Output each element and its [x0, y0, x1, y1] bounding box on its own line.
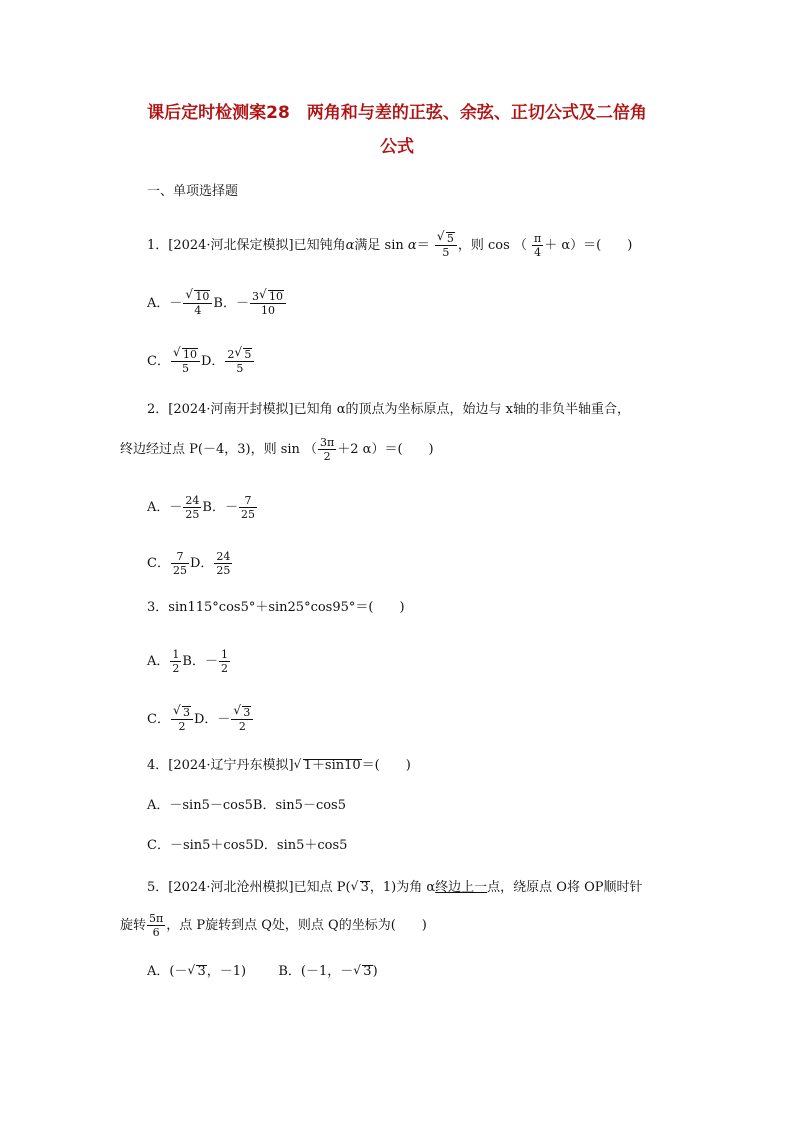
q2-option-a-label[interactable]: A．－	[147, 500, 183, 515]
q5-stem-b: ，1)为角 α	[369, 880, 436, 895]
q1-alpha: α	[345, 238, 355, 253]
q2-c-den: 25	[172, 564, 187, 577]
q2-option-d[interactable]	[214, 550, 232, 577]
q1-d-den: 5	[236, 362, 244, 375]
q5-option-a[interactable]: A．(－ √ 3，－1)	[147, 963, 247, 979]
q4-options-cd	[147, 836, 347, 856]
q3-b-den: 2	[220, 662, 228, 675]
q2-3pi-over-2	[318, 436, 336, 463]
q5-stem-e: ，点 P旋转到点 Q处，则点 Q的坐标为( )	[166, 918, 427, 933]
section-heading: 一、单项选择题	[147, 184, 239, 199]
q4-stem-b: ＝( )	[361, 758, 411, 773]
q3-option-c[interactable]: √ 3 2	[171, 706, 193, 733]
q2-b-num: 7	[239, 494, 257, 508]
q5-a-rad: 3	[197, 964, 206, 979]
q1-b-den: 10	[260, 304, 275, 317]
q1-option-b-label[interactable]: B．－	[213, 296, 249, 311]
q5-stem-d: 旋转	[120, 918, 147, 933]
q1-c-den: 5	[181, 362, 189, 375]
q5-stem-a: 5．[2024·河北沧州模拟]已知点 P(	[147, 880, 351, 895]
q1-stem-d: ＋ α）＝( )	[544, 238, 633, 253]
q4-options-ab	[147, 796, 346, 816]
q1-sqrt5: 5	[446, 232, 454, 245]
q2-options-ab	[147, 494, 258, 521]
q3-options-ab	[147, 648, 231, 675]
q3-c-den: 2	[178, 720, 186, 733]
question-4-stem: 4．[2024·辽宁丹东模拟] √ 1＋sin10＝( )	[147, 757, 411, 773]
q1-options-cd	[147, 345, 255, 375]
question-1-stem	[147, 229, 633, 259]
q1-sin-value: √ 5 5	[435, 232, 457, 259]
q1-b-coef: 3	[251, 290, 259, 303]
q1-den5: 5	[442, 246, 450, 259]
q1-stem-c: ，则 cos （	[457, 238, 527, 253]
q5-b-label: B．(－1，－	[278, 964, 354, 979]
q5-radicand: 3	[360, 880, 369, 895]
page-title-continued: 公式	[380, 137, 414, 157]
q3-option-b-label[interactable]: B．－	[182, 654, 218, 669]
q1-alpha-2: α	[407, 238, 417, 253]
question-2-stem-line1: 2．[2024·河南开封模拟]已知角 α的顶点为坐标原点，始边与 x轴的非负半轴重合，	[147, 402, 631, 417]
q1-option-c[interactable]: √ 10 5	[171, 348, 200, 375]
q3-b-num: 1	[220, 648, 228, 661]
q1-stem-a: 1．[2024·河北保定模拟]已知钝角	[147, 238, 346, 253]
q2-option-c-label[interactable]: C．	[147, 556, 170, 571]
q3-option-a-label[interactable]: A．	[147, 654, 170, 669]
q1-option-a[interactable]: √ 10 4	[183, 290, 212, 317]
question-2-stem-line2	[120, 436, 434, 463]
q4-option-a[interactable]: A．－sin5－cos5	[147, 798, 253, 813]
q1-option-d[interactable]: 2 √ 5 5	[225, 348, 254, 375]
q2-stem-b: ＋2 α）＝( )	[337, 442, 434, 457]
q5-stem-underlined: 终边上一	[435, 880, 488, 895]
q2-stem-a: 终边经过点 P(－4，3)，则 sin （	[120, 442, 318, 457]
q1-four: 4	[534, 246, 542, 259]
q2-options-cd	[147, 550, 233, 577]
q1-a-num: 10	[195, 290, 210, 303]
q3-option-d[interactable]: √ 3 2	[231, 706, 253, 733]
q3-a-num: 1	[172, 648, 180, 661]
q2-option-a[interactable]	[183, 494, 201, 521]
q4-option-d[interactable]: D．sin5＋cos5	[253, 838, 348, 853]
q3-c-num: 3	[182, 706, 190, 719]
q1-option-c-label[interactable]: C．	[147, 354, 170, 369]
q1-d-coef: 2	[227, 348, 235, 361]
q5-stem-c: 点，绕原点 O将 OP顺时针	[487, 880, 643, 895]
q5-b-rad: 3	[363, 964, 372, 979]
q4-stem-a: 4．[2024·辽宁丹东模拟]	[147, 758, 294, 773]
q2-d-den: 25	[216, 564, 231, 577]
q3-option-c-label[interactable]: C．	[147, 712, 170, 727]
q2-option-b[interactable]	[239, 494, 257, 521]
q3-option-a[interactable]	[170, 648, 181, 675]
q2-option-d-label[interactable]: D．	[189, 556, 214, 571]
q2-a-den: 25	[185, 508, 200, 521]
q4-option-c[interactable]: C．－sin5＋cos5	[147, 838, 254, 853]
q1-option-a-label[interactable]: A．－	[147, 296, 183, 311]
q1-a-den: 4	[194, 304, 202, 317]
q5-option-b[interactable]: B．(－1，－ √ 3)	[278, 963, 378, 979]
question-5-stem-line2	[120, 912, 427, 939]
q5-5pi-over-6	[147, 912, 165, 939]
q5-den: 6	[152, 926, 160, 939]
q3-option-d-label[interactable]: D．－	[193, 712, 231, 727]
q5-a-tail: ，－1)	[206, 964, 247, 979]
q2-den: 2	[323, 450, 331, 463]
q3-options-cd	[147, 703, 254, 733]
question-3-stem: 3．sin115°cos5°＋sin25°cos95°＝( )	[147, 600, 405, 615]
q1-eq: ＝	[416, 238, 430, 253]
q2-num: 3π	[320, 436, 335, 449]
q1-stem-b: 满足 sin	[354, 238, 404, 253]
q3-d-num: 3	[243, 706, 251, 719]
question-5-stem-line1: 5．[2024·河北沧州模拟]已知点 P( √ 3，1)为角 α终边上一点，绕原点 O将 OP顺时针	[147, 879, 643, 895]
q5-b-tail: )	[372, 964, 378, 979]
q5-num: 5π	[149, 912, 164, 925]
q1-pi: π	[534, 232, 542, 245]
q5-options-ab	[147, 962, 378, 982]
q2-c-num: 7	[171, 550, 189, 564]
q2-option-b-label[interactable]: B．－	[202, 500, 238, 515]
q1-option-d-label[interactable]: D．	[200, 354, 225, 369]
q1-d-num: 5	[244, 348, 252, 361]
q3-d-den: 2	[238, 720, 246, 733]
q3-a-den: 2	[172, 662, 180, 675]
q1-b-num: 10	[268, 290, 283, 303]
q4-radicand: 1＋sin10	[303, 758, 361, 773]
q1-options-ab	[147, 287, 287, 317]
q2-d-num: 24	[216, 550, 231, 563]
q2-a-num: 24	[185, 494, 200, 507]
q2-option-c[interactable]	[171, 550, 189, 577]
page-title: 课后定时检测案28 两角和与差的正弦、余弦、正切公式及二倍角	[147, 103, 647, 123]
q5-a-label: A．(－	[147, 964, 188, 979]
q4-option-b[interactable]: B．sin5－cos5	[252, 798, 346, 813]
q1-c-num: 10	[182, 348, 197, 361]
q2-b-den: 25	[240, 508, 255, 521]
q1-option-b[interactable]: 3 √ 10 10	[250, 290, 286, 317]
q3-option-b[interactable]	[219, 648, 230, 675]
q1-pi-over-4	[532, 232, 543, 259]
